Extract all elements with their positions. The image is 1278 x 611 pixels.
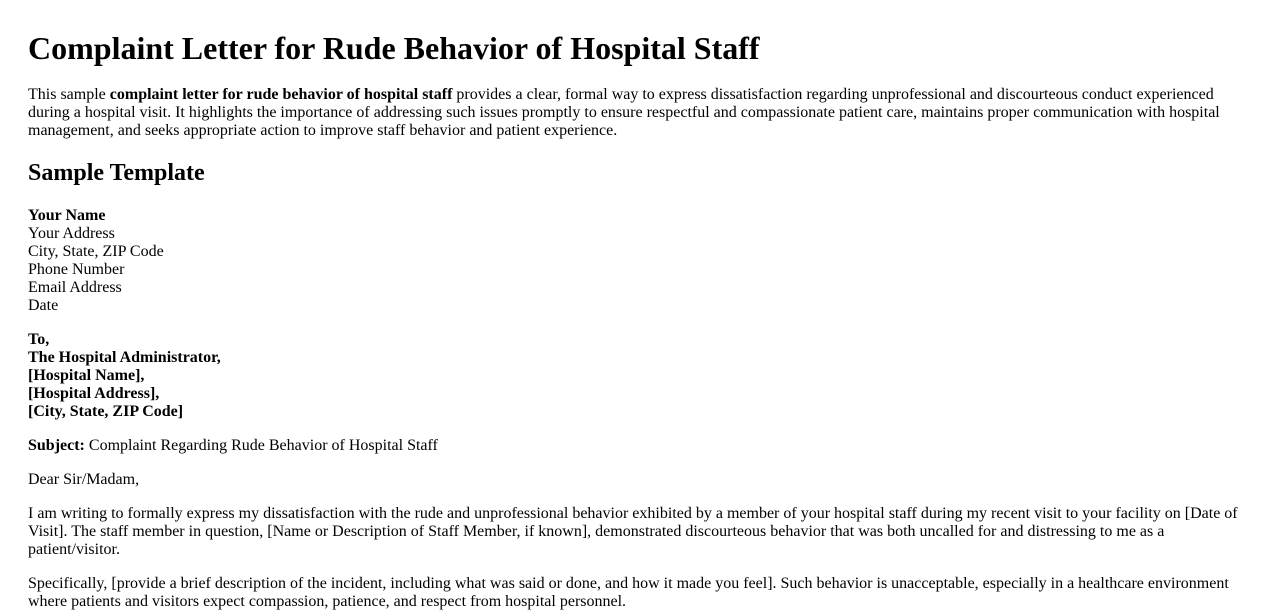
sender-date: Date (28, 297, 59, 314)
intro-line-2: during a hospital visit. It highlights the importance of addressing such issues promptly to ensure respectful and compassionate patient care, maintains proper communication with hospital (28, 104, 1220, 121)
intro-paragraph (28, 86, 1250, 140)
intro-line-3: management, and seeks appropriate action to improve staff behavior and patient experience. (28, 122, 618, 139)
body-paragraph-1-line: patient/visitor. (28, 541, 120, 558)
salutation (28, 471, 1250, 489)
intro-prefix: This sample (28, 86, 110, 103)
subject-label: Subject: (28, 437, 85, 454)
recipient-hospital-name: [Hospital Name], (28, 367, 145, 384)
intro-line-1 (28, 86, 1250, 104)
body-paragraph-1-line: I am writing to formally express my dissatisfaction with the rude and unprofessional behavior exhibited by a member of your hospital staff during my recent visit to your facility on [Date of (28, 505, 1238, 522)
subject-line-text (28, 437, 1250, 455)
body-paragraph-2 (28, 575, 1250, 611)
sender-address: Your Address (28, 225, 115, 242)
body-paragraph-1 (28, 505, 1250, 559)
section-heading-sample-template: Sample Template (28, 160, 205, 186)
page-title: Complaint Letter for Rude Behavior of Hospital Staff (28, 30, 760, 66)
body-paragraph-2-line: where patients and visitors expect compassion, patience, and respect from hospital personnel. (28, 593, 627, 610)
recipient-to: To, (28, 331, 50, 348)
recipient-block (28, 331, 1250, 421)
sender-email: Email Address (28, 279, 122, 296)
recipient-city: [City, State, ZIP Code] (28, 403, 184, 420)
sender-block (28, 207, 1250, 315)
recipient-hospital-address: [Hospital Address], (28, 385, 160, 402)
intro-line-1-rest: provides a clear, formal way to express dissatisfaction regarding unprofessional and discourteous conduct experienced (452, 86, 1214, 103)
body-paragraph-1-line: Visit]. The staff member in question, [Name or Description of Staff Member, if known], demonstrated discourteous behavior that was both uncalled for and distressing to me as a (28, 523, 1165, 540)
body-paragraph-2-line: Specifically, [provide a brief description of the incident, including what was said or done, and how it made you feel]. Such behavior is unacceptable, especially in a healthcare environment (28, 575, 1229, 592)
subject-text: Complaint Regarding Rude Behavior of Hospital Staff (84, 437, 438, 454)
subject-line (28, 437, 1250, 455)
sender-city: City, State, ZIP Code (28, 243, 164, 260)
sender-name: Your Name (28, 207, 106, 224)
intro-bold-phrase: complaint letter for rude behavior of hospital staff (109, 86, 453, 103)
salutation-text: Dear Sir/Madam, (28, 471, 140, 488)
recipient-title: The Hospital Administrator, (28, 349, 221, 366)
sender-phone: Phone Number (28, 261, 125, 278)
